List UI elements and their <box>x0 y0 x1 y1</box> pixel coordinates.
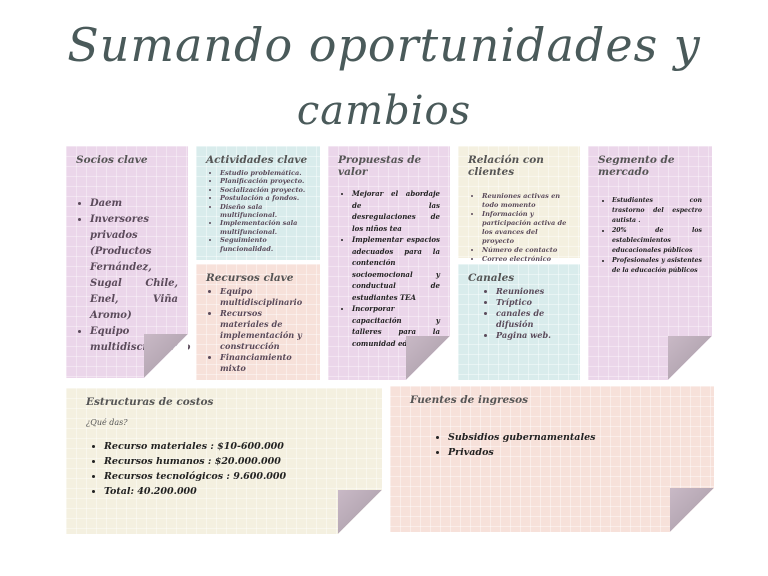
segmento-heading: Segmento de mercado <box>598 154 675 178</box>
list-item: • Recursos tecnológicos : 9.600.000 <box>104 469 362 484</box>
list-item: • Inversores privados (Productos Fernández, Sugal Chile, Enel, Viña Aromo) <box>90 212 178 324</box>
list-item: • Mejorar el abordaje de las desregulaciones de los niños tea <box>352 188 440 234</box>
note-estructuras-de-costos <box>66 388 382 534</box>
list-item: • Total: 40.200.000 <box>104 484 362 499</box>
list-item: • Recurso materiales : $10-600.000 <box>104 439 362 454</box>
note-socios-clave <box>66 146 191 378</box>
canales-list <box>468 286 570 341</box>
list-item: • Profesionales y asistentes de la educación públicos <box>612 256 702 276</box>
list-item: • Tríptico <box>496 297 570 308</box>
list-item: • Correo electrónico <box>482 255 570 264</box>
list-item: • Seguimiento funcionalidad. <box>220 236 310 253</box>
segmento-list <box>598 196 702 276</box>
actividades-list <box>206 169 310 253</box>
list-item: • Diseño sala multifuncional. <box>220 203 310 220</box>
note-segmento-de-mercado <box>588 146 712 380</box>
list-item: • Incorporar capacitación y talleres para la comunidad educativa. <box>352 303 440 349</box>
costos-heading: Estructuras de costos <box>86 396 214 408</box>
list-item: • Postulación a fondos. <box>220 194 310 202</box>
costos-list <box>86 439 362 499</box>
costos-subtitle: ¿Qué das? <box>86 418 128 427</box>
ingresos-list <box>410 430 694 460</box>
list-item: • Información y participación activa de los avances del proyecto <box>482 210 570 246</box>
relacion-heading: Relación con clientes <box>468 154 544 178</box>
list-item: • Implementación sala multifuncional. <box>220 219 310 236</box>
note-actividades-clave <box>196 146 320 260</box>
note-relacion-con-clientes <box>458 146 580 263</box>
page-title-line-2: cambios <box>296 88 472 134</box>
note-recursos-clave <box>196 264 320 380</box>
recursos-heading: Recursos clave <box>206 272 294 284</box>
list-item: • 20% de los establecimientos educacionales públicos <box>612 226 702 256</box>
note-canales <box>458 264 580 380</box>
socios-list <box>76 196 191 356</box>
list-item: • Privados <box>448 445 694 460</box>
list-item: • Reuniones activas en todo momento <box>482 192 570 210</box>
note-fuentes-de-ingresos <box>390 386 714 532</box>
list-item: • Subsidios gubernamentales <box>448 430 694 445</box>
list-item: • Socialización proyecto. <box>220 186 310 194</box>
list-item: • Equipo multidisciplinario <box>220 286 310 308</box>
list-item: • Pagina web. <box>496 330 570 341</box>
list-item: • Financiamiento mixto <box>220 352 310 374</box>
list-item: • Recursos humanos : $20.000.000 <box>104 454 362 469</box>
list-item: • Planificación proyecto. <box>220 177 310 185</box>
list-item: • Número de contacto <box>482 246 570 255</box>
note-propuestas-de-valor <box>328 146 450 380</box>
relacion-list <box>468 192 570 264</box>
list-item: • Daem <box>90 196 178 212</box>
canales-heading: Canales <box>468 272 515 284</box>
page-title-line-1: Sumando oportunidades y <box>67 18 701 72</box>
list-item: • canales de difusión <box>496 308 570 330</box>
recursos-list <box>206 286 310 374</box>
list-item: • Recursos materiales de implementación y construcción <box>220 308 310 352</box>
list-item: • Implementar espacios adecuados para la contención socioemocional y conductual de estudiantes TEA <box>352 234 440 303</box>
actividades-heading: Actividades clave <box>206 154 308 166</box>
list-item: • Estudiantes con trastorno del espectro autista . <box>612 196 702 226</box>
propuestas-list <box>338 188 440 349</box>
list-item: • Estudio problemática. <box>220 169 310 177</box>
ingresos-heading: Fuentes de ingresos <box>410 394 528 406</box>
list-item: • Equipo multidisciplinario <box>90 324 178 356</box>
list-item: • Reuniones <box>496 286 570 297</box>
socios-heading: Socios clave <box>76 154 148 166</box>
propuestas-heading: Propuestas de valor <box>338 154 422 178</box>
